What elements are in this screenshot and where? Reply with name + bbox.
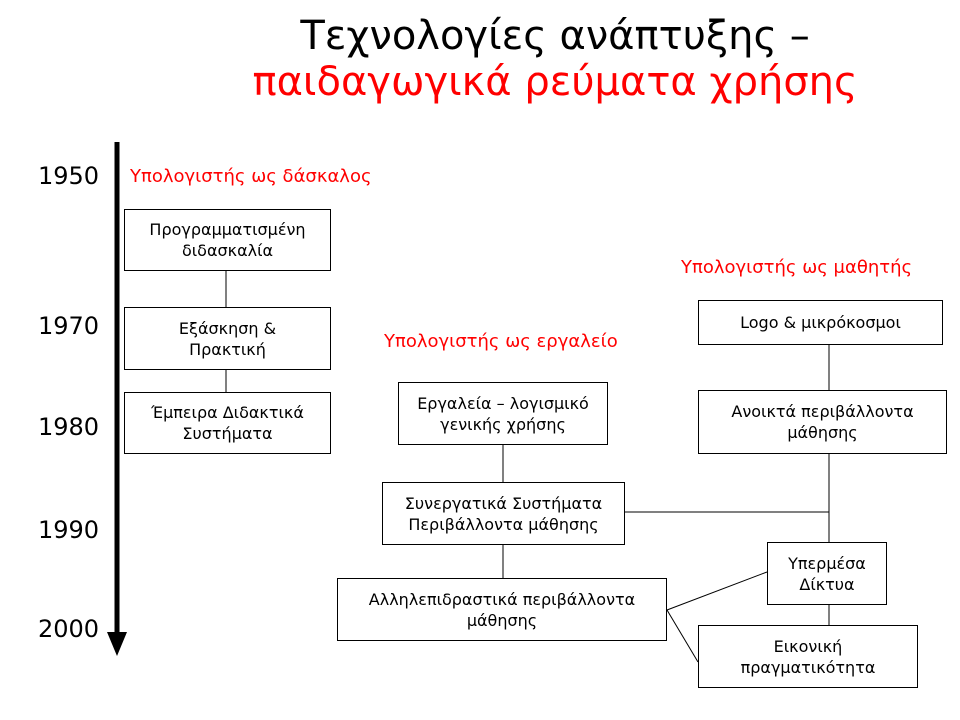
box-collaborative-systems: Συνεργατικά Συστήματα Περιβάλλοντα μάθησης [382,482,625,545]
box-open-environments: Ανοικτά περιβάλλοντα μάθησης [698,390,947,454]
box-general-tools: Εργαλεία – λογισμικό γενικής χρήσης [398,382,608,445]
box-expert-systems: Έμπειρα Διδακτικά Συστήματα [124,392,331,454]
connector-interactive-hyper [667,572,767,610]
category-teacher: Υπολογιστής ως δάσκαλος [130,166,372,187]
year-1950: 1950 [38,162,100,190]
box-logo-microworlds: Logo & μικρόκοσμοι [698,300,943,345]
title-line-2: παιδαγωγικά ρεύματα χρήσης [252,59,858,105]
year-2000: 2000 [38,615,100,643]
year-1990: 1990 [38,516,100,544]
year-1980: 1980 [38,413,100,441]
year-1970: 1970 [38,312,100,340]
box-drill-practice: Εξάσκηση & Πρακτική [124,307,331,370]
box-programmed-instruction: Προγραμματισμένη διδασκαλία [124,209,331,271]
timeline-arrowhead [107,632,127,656]
box-hypermedia-networks: Υπερμέσα Δίκτυα [767,542,887,605]
title-line-1: Τεχνολογίες ανάπτυξης – [300,13,810,59]
category-student: Υπολογιστής ως μαθητής [681,257,913,278]
page-title [0,14,960,104]
connector-interactive-vr [667,610,698,662]
box-virtual-reality: Εικονική πραγματικότητα [698,625,918,688]
box-interactive-environments: Αλληλεπιδραστικά περιβάλλοντα μάθησης [337,578,667,641]
category-tool: Υπολογιστής ως εργαλείο [384,331,618,352]
